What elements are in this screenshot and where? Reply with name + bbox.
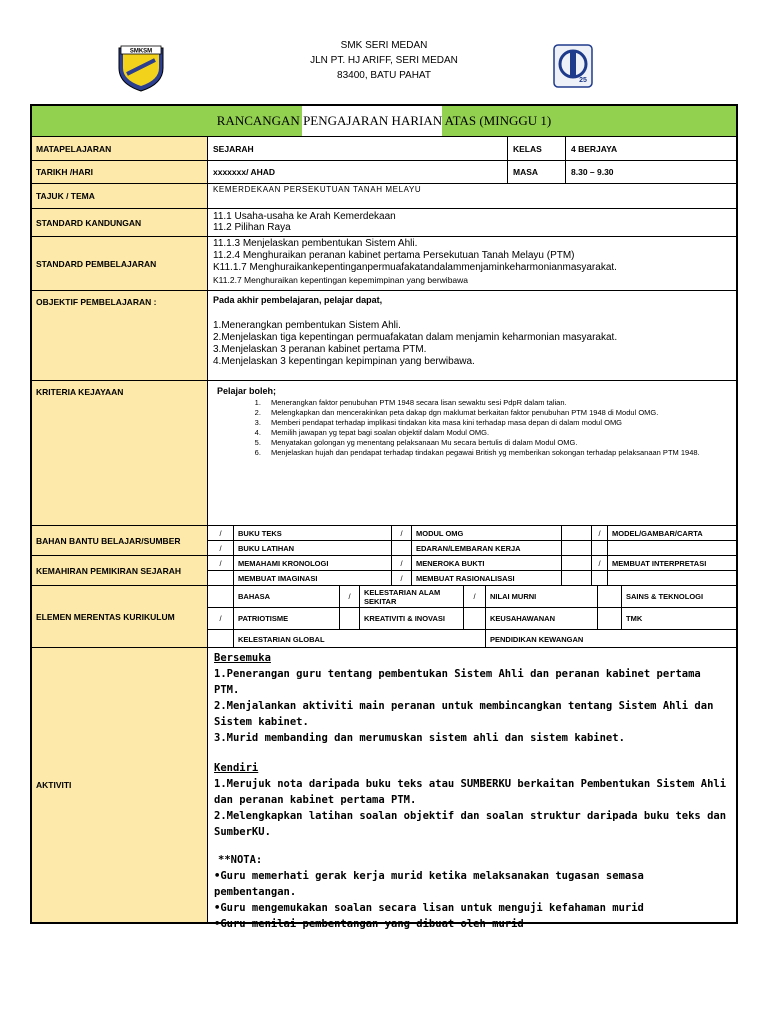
activity-heading-bersemuka: Bersemuka bbox=[214, 652, 271, 664]
activity-item: 2.Melengkapkan latihan soalan objektif dan soalan struktur daripada buku teks dan SumberKU. bbox=[214, 810, 727, 838]
objective-intro: Pada akhir pembelajaran, pelajar dapat, bbox=[213, 295, 383, 305]
skill-interpretasi: MEMBUAT INTERPRETASI bbox=[608, 556, 736, 571]
learning-standard-value bbox=[208, 237, 736, 290]
objective-row bbox=[32, 291, 736, 381]
element-tmk: TMK bbox=[622, 608, 736, 630]
learning-standard-4: K11.2.7 Menghuraikan kepentingan kepemimpinan yang berwibawa bbox=[213, 275, 469, 285]
topic-row bbox=[32, 184, 736, 209]
content-standard-value bbox=[208, 209, 736, 236]
tick-mark: / bbox=[208, 541, 234, 556]
learning-standard-row bbox=[32, 237, 736, 291]
element-kreativiti: KREATIVITI & INOVASI bbox=[360, 608, 464, 630]
element-bahasa: BAHASA bbox=[234, 586, 340, 608]
cross-curriculum-row bbox=[32, 586, 736, 648]
criteria-item: 3. Memberi pendapat terhadap implikasi tindakan kita masa kini terhadap masa depan di dalam modul OMG bbox=[263, 418, 731, 428]
skill-rasionalisasi: MEMBUAT RASIONALISASI bbox=[412, 571, 562, 586]
topic-value: KEMERDEKAAN PERSEKUTUAN TANAH MELAYU bbox=[213, 185, 422, 194]
school-address-line1: JLN PT. HJ ARIFF, SERI MEDAN bbox=[310, 55, 458, 66]
criteria-item: 2. Melengkapkan dan mencerakinkan peta dakap dgn maklumat berkaitan faktor penubuhan PTM 1948 di Modul OMG. bbox=[263, 408, 731, 418]
materials-label: BAHAN BANTU BELAJAR/SUMBER bbox=[32, 526, 208, 555]
objective-3: 3.Menjelaskan 3 peranan kabinet pertama PTM. bbox=[213, 344, 427, 355]
activity-item: 1.Penerangan guru tentang pembentukan Sistem Ahli dan peranan kabinet pertama PTM. bbox=[214, 668, 701, 696]
success-criteria-value bbox=[208, 381, 736, 525]
date-label: TARIKH /HARI bbox=[32, 161, 208, 183]
school-name: SMK SERI MEDAN bbox=[340, 40, 428, 51]
criteria-item: 6. Menjelaskan hujah dan pendapat terhadap tindakan pegawai British yg memberikan sokongan terhadap pelaksanaan PTM 1948. bbox=[263, 448, 731, 458]
date-row bbox=[32, 161, 736, 184]
skill-imaginasi: MEMBUAT IMAGINASI bbox=[234, 571, 392, 586]
learning-standard-1: 11.1.3 Menjelaskan pembentukan Sistem Ahli. bbox=[213, 238, 418, 249]
tick-mark: / bbox=[208, 556, 234, 571]
learning-standard-3: K11.1.7 Menghuraikankepentinganpermuafakatandalammenjaminkeharmonianmasyarakat. bbox=[213, 262, 617, 273]
success-criteria-list bbox=[213, 398, 731, 458]
objective-value bbox=[208, 291, 736, 380]
material-buku-latihan: BUKU LATIHAN bbox=[234, 541, 392, 556]
page-title: RANCANGAN PENGAJARAN HARIAN ATAS (MINGGU 1) bbox=[216, 113, 552, 128]
material-modul-omg: MODUL OMG bbox=[412, 526, 562, 541]
material-model-gambar: MODEL/GAMBAR/CARTA bbox=[608, 526, 736, 541]
success-criteria-row bbox=[32, 381, 736, 526]
tick-mark: / bbox=[392, 571, 412, 586]
element-keusahawanan: KEUSAHAWANAN bbox=[486, 608, 598, 630]
class-value: 4 BERJAYA bbox=[571, 143, 618, 154]
objective-2: 2.Menjelaskan tiga kepentingan permuafakatan dalam menjamin keharmonian masyarakat. bbox=[213, 332, 618, 343]
activity-heading-nota: **NOTA: bbox=[218, 854, 263, 866]
school-address-block bbox=[284, 38, 484, 83]
activity-note: •Guru menilai pembentangan yang dibuat oleh murid bbox=[214, 918, 524, 930]
success-criteria-intro: Pelajar boleh; bbox=[217, 386, 277, 396]
materials-row bbox=[32, 526, 736, 556]
element-pendidikan-kewangan: PENDIDIKAN KEWANGAN bbox=[490, 634, 584, 644]
objective-4: 4.Menjelaskan 3 kepentingan kepimpinan yang berwibawa. bbox=[213, 356, 475, 367]
lesson-plan-table bbox=[30, 104, 738, 930]
success-criteria-label: KRITERIA KEJAYAAN bbox=[32, 381, 208, 525]
activity-note: •Guru memerhati gerak kerja murid ketika melaksanakan tugasan semasa pembentangan. bbox=[214, 870, 644, 898]
element-kelestarian-alam: KELESTARIAN ALAM SEKITAR bbox=[360, 586, 464, 608]
school-address-line2: 83400, BATU PAHAT bbox=[337, 70, 431, 81]
cross-curriculum-label: ELEMEN MERENTAS KURIKULUM bbox=[32, 586, 208, 647]
letterhead bbox=[0, 0, 768, 100]
tick-mark: / bbox=[392, 526, 412, 541]
criteria-item: 4. Memilih jawapan yg tepat bagi soalan objektif dalam Modul OMG. bbox=[263, 428, 731, 438]
tick-mark: / bbox=[392, 556, 412, 571]
time-value: 8.30 – 9.30 bbox=[571, 167, 614, 177]
tick-mark: / bbox=[592, 526, 608, 541]
criteria-item: 1. Menerangkan faktor penubuhan PTM 1948 secara lisan sewaktu sesi PdpR dalam talian. bbox=[263, 398, 731, 408]
content-standard-2: 11.2 Pilihan Raya bbox=[213, 222, 291, 233]
content-standard-row bbox=[32, 209, 736, 237]
tick-mark: / bbox=[464, 586, 486, 608]
tick-mark: / bbox=[340, 586, 360, 608]
learning-standard-2: 11.2.4 Menghuraikan peranan kabinet pertama Persekutuan Tanah Melayu (PTM) bbox=[213, 250, 575, 261]
content-standard-label: STANDARD KANDUNGAN bbox=[32, 209, 208, 236]
activity-item: 1.Merujuk nota daripada buku teks atau SUMBERKU berkaitan Pembentukan Sistem Ahli dan peranan kabinet pertama PTM. bbox=[214, 778, 727, 806]
objective-1: 1.Menerangkan pembentukan Sistem Ahli. bbox=[213, 320, 401, 331]
activity-heading-kendiri: Kendiri bbox=[214, 762, 259, 774]
element-kelestarian-global: KELESTARIAN GLOBAL bbox=[234, 630, 486, 648]
content-standard-1: 11.1 Usaha-usaha ke Arah Kemerdekaan bbox=[213, 211, 396, 222]
criteria-item: 5. Menyatakan golongan yg menentang pelaksanaan Mu secara bertulis di dalam Modul OMG. bbox=[263, 438, 731, 448]
topic-label: TAJUK / TEMA bbox=[32, 184, 208, 208]
tick-mark: / bbox=[208, 526, 234, 541]
activity-row bbox=[32, 648, 736, 930]
time-label: MASA bbox=[508, 161, 566, 183]
subject-value: SEJARAH bbox=[208, 137, 508, 160]
activity-item: 3.Murid membanding dan merumuskan sistem ahli dan sistem kabinet. bbox=[214, 732, 625, 744]
tick-mark: / bbox=[208, 608, 234, 630]
subject-label: MATAPELAJARAN bbox=[32, 137, 208, 160]
element-patriotisme: PATRIOTISME bbox=[234, 608, 340, 630]
learning-standard-label: STANDARD PEMBELAJARAN bbox=[32, 237, 208, 290]
element-sains-teknologi: SAINS & TEKNOLOGI bbox=[622, 586, 736, 608]
date-value: xxxxxxx/ AHAD bbox=[208, 161, 508, 183]
school-crest-logo bbox=[113, 44, 169, 92]
activity-label: AKTIVITI bbox=[32, 648, 208, 922]
thinking-skills-label: KEMAHIRAN PEMIKIRAN SEJARAH bbox=[32, 556, 208, 585]
class-label: KELAS bbox=[508, 137, 566, 160]
subject-row bbox=[32, 137, 736, 161]
tick-mark: / bbox=[592, 556, 608, 571]
objective-label: OBJEKTIF PEMBELAJARAN : bbox=[32, 291, 208, 380]
crest-text: SMKSM bbox=[129, 48, 153, 55]
thinking-skills-row bbox=[32, 556, 736, 586]
activity-note: •Guru mengemukakan soalan secara lisan untuk menguji kefahaman murid bbox=[214, 902, 644, 914]
skill-meneroka-bukti: MENEROKA BUKTI bbox=[412, 556, 562, 571]
material-edaran: EDARAN/LEMBARAN KERJA bbox=[412, 541, 562, 556]
anniversary-logo bbox=[553, 44, 593, 88]
element-nilai-murni: NILAI MURNI bbox=[486, 586, 598, 608]
material-buku-teks: BUKU TEKS bbox=[234, 526, 392, 541]
skill-kronologi: MEMAHAMI KRONOLOGI bbox=[234, 556, 392, 571]
activity-item: 2.Menjalankan aktiviti main peranan untuk membincangkan tentang Sistem Ahli dan Sistem kabinet. bbox=[214, 700, 714, 728]
anniversary-text: 25 bbox=[579, 77, 587, 84]
activity-value bbox=[208, 648, 736, 930]
title-row bbox=[32, 106, 736, 137]
